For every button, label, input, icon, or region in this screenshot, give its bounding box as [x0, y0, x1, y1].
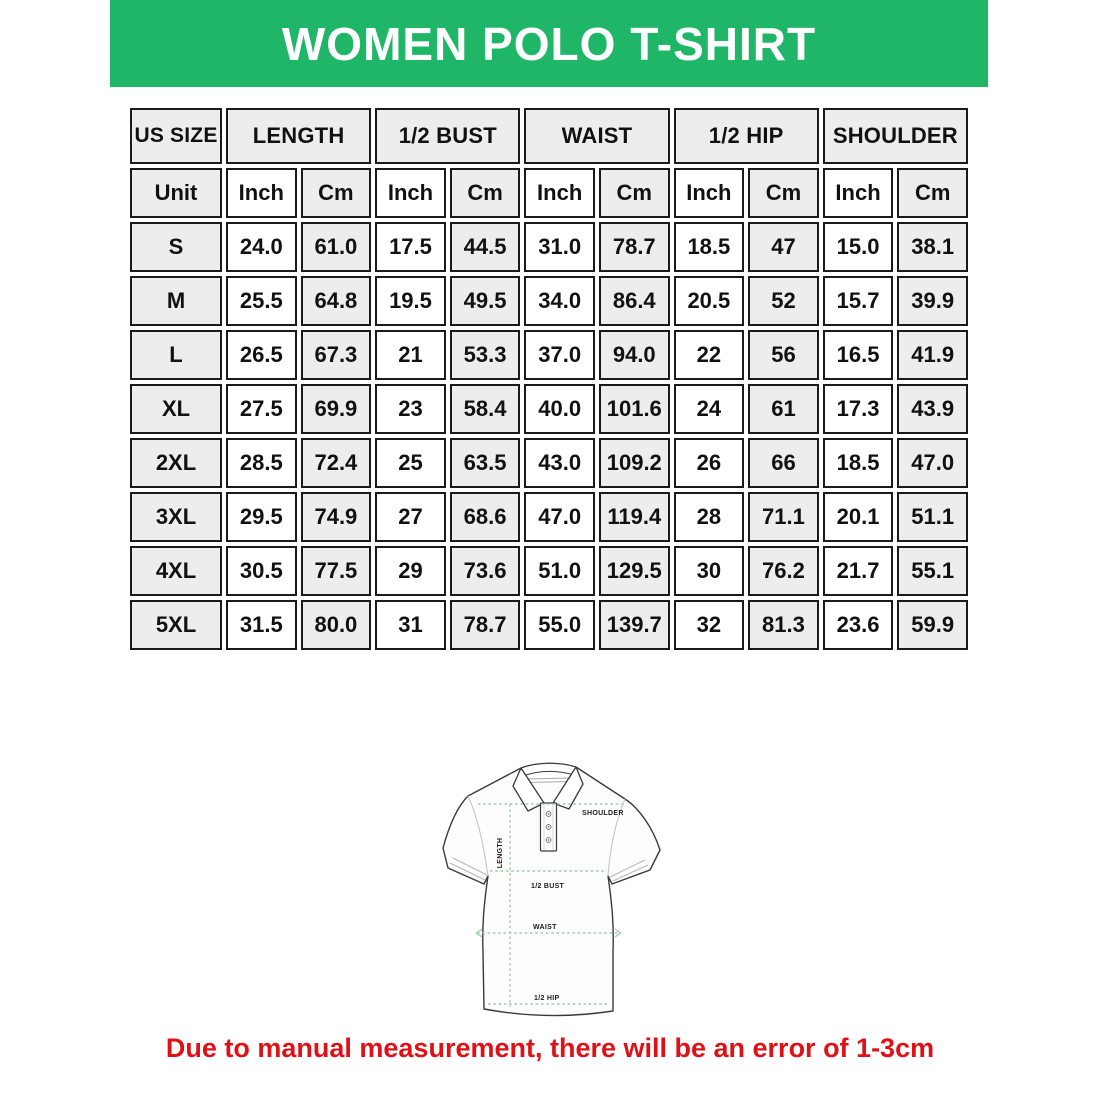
hip-label: 1/2 HIP	[534, 995, 560, 1002]
size-cell: S	[130, 222, 222, 272]
value-cell: 29.5	[226, 492, 297, 542]
unit-cell: Cm	[301, 168, 372, 218]
value-cell: 30.5	[226, 546, 297, 596]
header-bust: 1/2 BUST	[375, 108, 520, 164]
table-row	[130, 276, 968, 326]
unit-cell: Cm	[599, 168, 670, 218]
header-waist: WAIST	[524, 108, 669, 164]
value-cell: 23	[375, 384, 446, 434]
value-cell: 16.5	[823, 330, 894, 380]
value-cell: 21.7	[823, 546, 894, 596]
value-cell: 52	[748, 276, 819, 326]
value-cell: 53.3	[450, 330, 521, 380]
value-cell: 63.5	[450, 438, 521, 488]
value-cell: 94.0	[599, 330, 670, 380]
size-chart	[126, 104, 972, 654]
value-cell: 31.5	[226, 600, 297, 650]
table-row	[130, 438, 968, 488]
value-cell: 37.0	[524, 330, 595, 380]
value-cell: 25.5	[226, 276, 297, 326]
value-cell: 17.3	[823, 384, 894, 434]
value-cell: 39.9	[897, 276, 968, 326]
value-cell: 68.6	[450, 492, 521, 542]
page-title: WOMEN POLO T-SHIRT	[281, 17, 817, 70]
size-cell: M	[130, 276, 222, 326]
value-cell: 32	[674, 600, 745, 650]
unit-row	[130, 168, 968, 218]
shirt-button	[546, 812, 551, 817]
value-cell: 49.5	[450, 276, 521, 326]
unit-cell: Inch	[674, 168, 745, 218]
size-cell: XL	[130, 384, 222, 434]
size-cell: 5XL	[130, 600, 222, 650]
value-cell: 51.1	[897, 492, 968, 542]
table-row	[130, 546, 968, 596]
size-chart-table	[126, 104, 972, 654]
value-cell: 81.3	[748, 600, 819, 650]
header-length: LENGTH	[226, 108, 371, 164]
table-row	[130, 222, 968, 272]
value-cell: 69.9	[301, 384, 372, 434]
unit-cell: Inch	[375, 168, 446, 218]
value-cell: 20.5	[674, 276, 745, 326]
value-cell: 23.6	[823, 600, 894, 650]
value-cell: 64.8	[301, 276, 372, 326]
polo-shirt-diagram	[437, 756, 667, 1026]
value-cell: 80.0	[301, 600, 372, 650]
header-us-size: US SIZE	[130, 108, 222, 164]
value-cell: 129.5	[599, 546, 670, 596]
unit-cell: Inch	[226, 168, 297, 218]
table-row	[130, 330, 968, 380]
value-cell: 139.7	[599, 600, 670, 650]
unit-cell: Cm	[450, 168, 521, 218]
value-cell: 67.3	[301, 330, 372, 380]
unit-cell: Unit	[130, 168, 222, 218]
table-row	[130, 600, 968, 650]
value-cell: 15.0	[823, 222, 894, 272]
value-cell: 47	[748, 222, 819, 272]
value-cell: 28	[674, 492, 745, 542]
unit-cell: Cm	[748, 168, 819, 218]
value-cell: 51.0	[524, 546, 595, 596]
unit-cell: Inch	[524, 168, 595, 218]
length-label: LENGTH	[497, 837, 504, 869]
header-shoulder: SHOULDER	[823, 108, 968, 164]
value-cell: 27	[375, 492, 446, 542]
value-cell: 21	[375, 330, 446, 380]
bust-label: 1/2 BUST	[531, 883, 565, 890]
value-cell: 31	[375, 600, 446, 650]
value-cell: 24	[674, 384, 745, 434]
value-cell: 78.7	[599, 222, 670, 272]
value-cell: 43.0	[524, 438, 595, 488]
value-cell: 15.7	[823, 276, 894, 326]
value-cell: 59.9	[897, 600, 968, 650]
size-cell: 4XL	[130, 546, 222, 596]
value-cell: 44.5	[450, 222, 521, 272]
value-cell: 24.0	[226, 222, 297, 272]
size-cell: 3XL	[130, 492, 222, 542]
value-cell: 20.1	[823, 492, 894, 542]
table-row	[130, 384, 968, 434]
value-cell: 18.5	[823, 438, 894, 488]
value-cell: 41.9	[897, 330, 968, 380]
value-cell: 56	[748, 330, 819, 380]
table-row	[130, 492, 968, 542]
value-cell: 76.2	[748, 546, 819, 596]
value-cell: 55.0	[524, 600, 595, 650]
shoulder-label: SHOULDER	[582, 810, 624, 817]
measurement-note: Due to manual measurement, there will be an error of 1-3cm	[165, 1033, 935, 1063]
value-cell: 34.0	[524, 276, 595, 326]
value-cell: 47.0	[897, 438, 968, 488]
value-cell: 71.1	[748, 492, 819, 542]
value-cell: 31.0	[524, 222, 595, 272]
size-cell: L	[130, 330, 222, 380]
value-cell: 38.1	[897, 222, 968, 272]
value-cell: 109.2	[599, 438, 670, 488]
unit-cell: Inch	[823, 168, 894, 218]
value-cell: 72.4	[301, 438, 372, 488]
value-cell: 119.4	[599, 492, 670, 542]
value-cell: 78.7	[450, 600, 521, 650]
value-cell: 86.4	[599, 276, 670, 326]
value-cell: 55.1	[897, 546, 968, 596]
size-cell: 2XL	[130, 438, 222, 488]
value-cell: 43.9	[897, 384, 968, 434]
shirt-button	[546, 825, 551, 830]
value-cell: 25	[375, 438, 446, 488]
value-cell: 66	[748, 438, 819, 488]
shirt-button	[546, 838, 551, 843]
value-cell: 58.4	[450, 384, 521, 434]
value-cell: 27.5	[226, 384, 297, 434]
value-cell: 73.6	[450, 546, 521, 596]
value-cell: 101.6	[599, 384, 670, 434]
waist-label: WAIST	[533, 924, 557, 931]
header-row	[130, 108, 968, 164]
value-cell: 77.5	[301, 546, 372, 596]
value-cell: 61.0	[301, 222, 372, 272]
value-cell: 22	[674, 330, 745, 380]
unit-cell: Cm	[897, 168, 968, 218]
value-cell: 29	[375, 546, 446, 596]
value-cell: 74.9	[301, 492, 372, 542]
value-cell: 17.5	[375, 222, 446, 272]
value-cell: 28.5	[226, 438, 297, 488]
value-cell: 26	[674, 438, 745, 488]
value-cell: 61	[748, 384, 819, 434]
value-cell: 30	[674, 546, 745, 596]
value-cell: 19.5	[375, 276, 446, 326]
value-cell: 47.0	[524, 492, 595, 542]
header-hip: 1/2 HIP	[674, 108, 819, 164]
value-cell: 18.5	[674, 222, 745, 272]
title-banner	[110, 0, 988, 87]
value-cell: 26.5	[226, 330, 297, 380]
value-cell: 40.0	[524, 384, 595, 434]
